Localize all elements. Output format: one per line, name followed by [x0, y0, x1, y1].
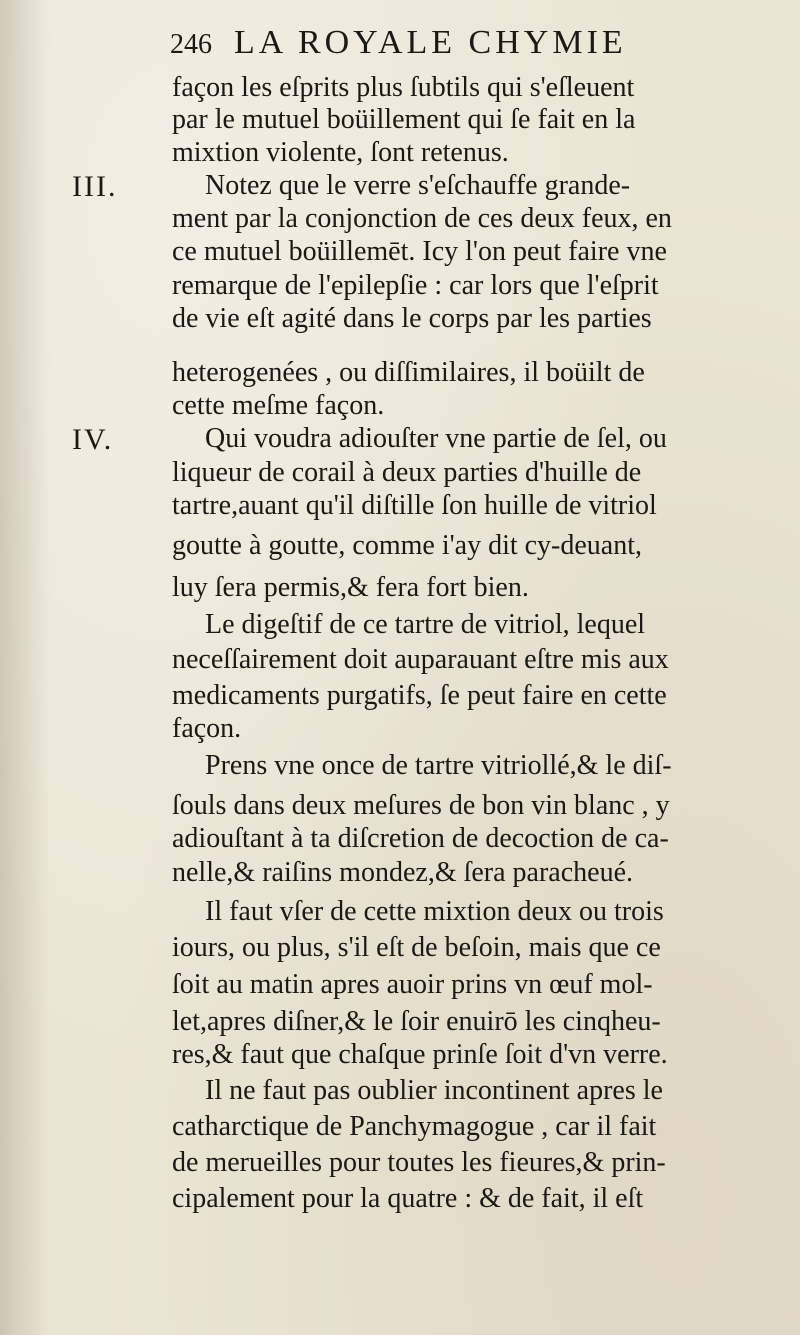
- text-line: heterogenées , ou diſſimilaires, il boüilt de: [172, 357, 645, 388]
- text-line: liqueur de corail à deux parties d'huille de: [172, 457, 642, 488]
- text-line: mixtion violente, ſont retenus.: [172, 137, 509, 168]
- margin-note-iv: IV.: [72, 423, 114, 456]
- text-line: Prens vne once de tartre vitriollé,& le diſ-: [205, 750, 672, 781]
- text-line: catharctique de Panchymagogue , car il fait: [172, 1111, 657, 1142]
- text-line: cette meſme façon.: [172, 390, 385, 421]
- page-header: [170, 24, 770, 62]
- text-line: de merueilles pour toutes les fieures,& prin-: [172, 1147, 666, 1178]
- text-line: iours, ou plus, s'il eſt de beſoin, mais que ce: [172, 932, 661, 963]
- text-line: Il faut vſer de cette mixtion deux ou trois: [205, 896, 664, 927]
- text-line: de vie eſt agité dans le corps par les parties: [172, 303, 652, 334]
- text-line: neceſſairement doit auparauant eſtre mis aux: [172, 644, 669, 675]
- running-title: LA ROYALE CHYMIE: [234, 24, 627, 61]
- text-line: res,& faut que chaſque prinſe ſoit d'vn verre.: [172, 1039, 668, 1070]
- gutter-shadow: [0, 0, 50, 1335]
- text-line: ment par la conjonction de ces deux feux, en: [172, 203, 672, 234]
- text-line: Il ne faut pas oublier incontinent apres le: [205, 1075, 663, 1106]
- text-line: façon.: [172, 713, 242, 744]
- text-line: remarque de l'epilepſie : car lors que l'eſprit: [172, 270, 659, 301]
- text-line: medicaments purgatifs, ſe peut faire en cette: [172, 680, 667, 711]
- text-line: ce mutuel boüillemēt. Icy l'on peut faire vne: [172, 236, 667, 267]
- text-line: façon les eſprits plus ſubtils qui s'eſleuent: [172, 72, 635, 103]
- text-line: nelle,& raiſins mondez,& ſera paracheué.: [172, 857, 634, 888]
- text-line: tartre,auant qu'il diſtille ſon huille de vitriol: [172, 490, 657, 521]
- text-line: Le digeſtif de ce tartre de vitriol, lequel: [205, 609, 646, 640]
- text-line: par le mutuel boüillement qui ſe fait en la: [172, 104, 636, 135]
- text-line: ſoit au matin apres auoir prins vn œuf mol-: [172, 969, 653, 1000]
- margin-note-iii: III.: [72, 170, 118, 203]
- text-line: let,apres diſner,& le ſoir enuirō les cinqheu-: [172, 1006, 661, 1037]
- text-line: luy ſera permis,& fera fort bien.: [172, 572, 529, 603]
- text-line: ſouls dans deux meſures de bon vin blanc , y: [172, 790, 670, 821]
- text-line: cipalement pour la quatre : & de fait, il eſt: [172, 1183, 644, 1214]
- text-line: Notez que le verre s'eſchauffe grande-: [205, 170, 631, 201]
- page-number: 246: [170, 29, 212, 60]
- text-line: goutte à goutte, comme i'ay dit cy-deuant,: [172, 530, 643, 561]
- text-line: adiouſtant à ta diſcretion de decoction de ca-: [172, 823, 669, 854]
- text-line: Qui voudra adiouſter vne partie de ſel, ou: [205, 423, 667, 454]
